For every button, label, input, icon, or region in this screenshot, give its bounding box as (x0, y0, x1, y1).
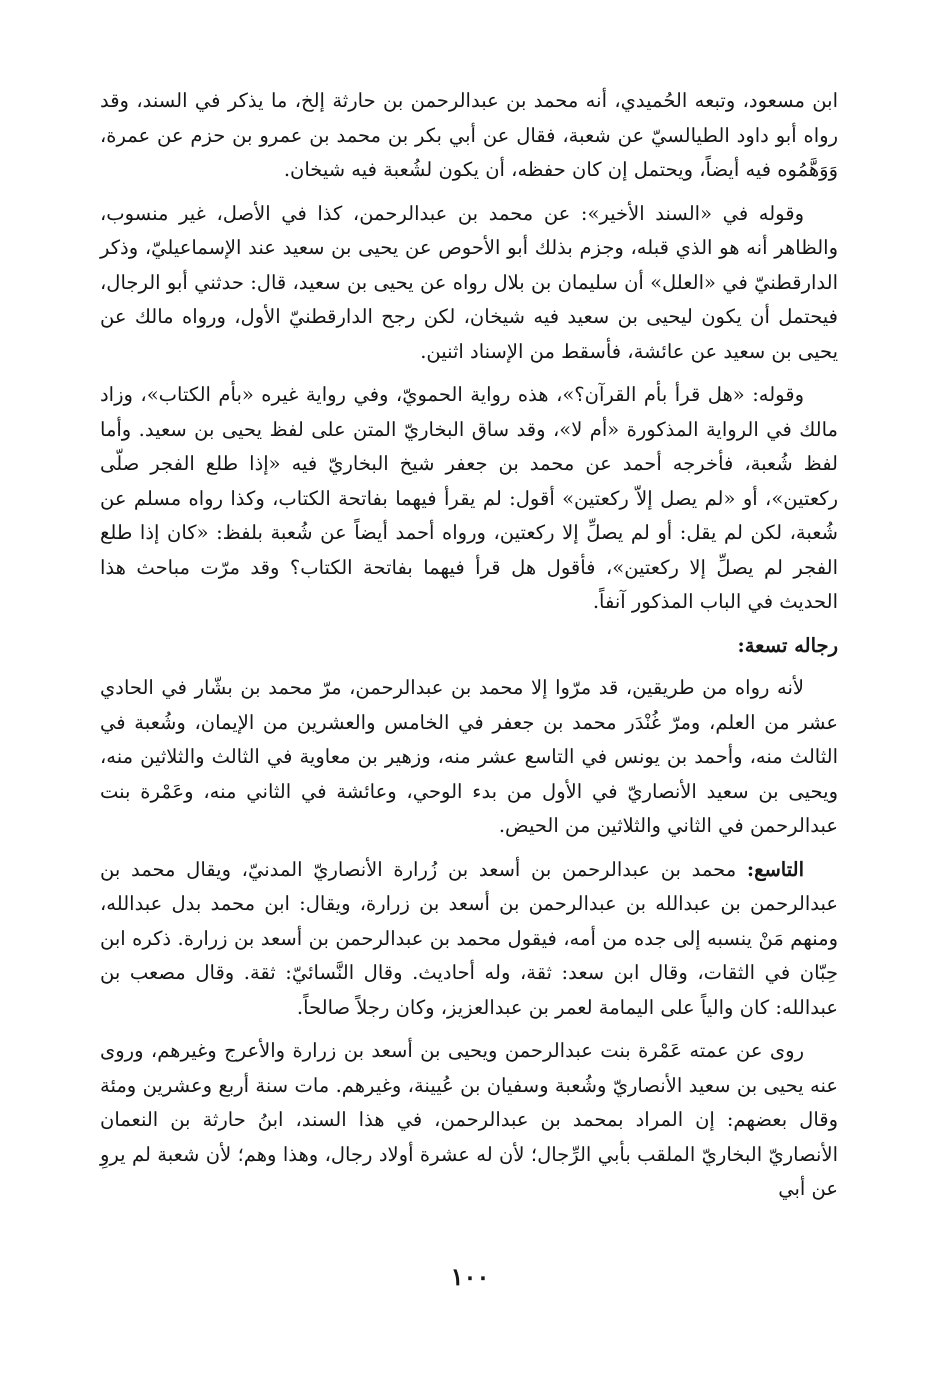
paragraph-5-text: محمد بن عبدالرحمن بن أسعد بن زُرارة الأنصاريّ المدنيّ، ويقال محمد بن عبدالرحمن بن عبدالله بن عبدالرحمن بن أسعد بن زرارة، ويقال: ابن محمد بدل عبدالله، ومنهم مَنْ ينسبه إلى جده من أمه، فيقول محمد بن عبدالرحمن بن أسعد بن زرارة. ذكره ابن حِبّان في الثقات، وقال ابن سعد: ثقة، وله أحاديث. وقال النَّسائيّ: ثقة. وقال مصعب بن عبدالله: كان والياً على اليمامة لعمر بن عبدالعزيز، وكان رجلاً صالحاً. (100, 857, 838, 1019)
paragraph-5 (100, 853, 838, 1026)
page-body (100, 84, 838, 1216)
paragraph-1: ابن مسعود، وتبعه الحُميدي، أنه محمد بن عبدالرحمن بن حارثة إلخ، ما يذكر في السند، وقد رواه أبو داود الطيالسيّ عن شعبة، فقال عن أبي بكر بن محمد بن عمرو بن حزم عن عمرة، وَوَهَّمُوه فيه أيضاً، ويحتمل إن كان حفظه، أن يكون لشُعبة فيه شيخان. (100, 89, 838, 181)
paragraph-5-lead: التاسع: (746, 857, 804, 881)
paragraph-3: وقوله: «هل قرأ بأم القرآن؟»، هذه رواية الحمويّ، وفي رواية غيره «بأم الكتاب»، وزاد مالك في الرواية المذكورة «أم لا»، وقد ساق البخاريّ المتن على لفظ يحيى بن سعيد. وأما لفظ شُعبة، فأخرجه أحمد عن محمد بن جعفر شيخ البخاريّ فيه «إذا طلع الفجر صلّى ركعتين»، أو «لم يصل إلاّ ركعتين» أقول: لم يقرأ فيهما بفاتحة الكتاب، وكذا رواه مسلم عن شُعبة، لكن لم يقل: أو لم يصلِّ إلا ركعتين، ورواه أحمد أيضاً عن شُعبة بلفظ: «كان إذا طلع الفجر لم يصلِّ إلا ركعتين»، فأقول هل قرأ فيهما بفاتحة الكتاب؟ وقد مرّت مباحث هذا الحديث في الباب المذكور آنفاً. (100, 383, 838, 613)
paragraph-4: لأنه رواه من طريقين، قد مرّوا إلا محمد بن عبدالرحمن، مرّ محمد بن بشّار في الحادي عشر من العلم، ومرّ غُنْدَر محمد بن جعفر في الخامس والعشرين من الإيمان، وشُعبة في الثالث منه، وأحمد بن يونس في التاسع عشر منه، وزهير بن معاوية في الثالث والثلاثين منه، ويحيى بن سعيد الأنصاريّ في الأول من بدء الوحي، وعائشة في الثاني منه، وعَمْرة بنت عبدالرحمن في الثاني والثلاثين من الحيض. (100, 676, 838, 837)
scan-speck (812, 40, 826, 42)
paragraph-6: روى عن عمته عَمْرة بنت عبدالرحمن ويحيى بن أسعد بن زرارة والأعرج وغيرهم، وروى عنه يحيى بن سعيد الأنصاريّ وشُعبة وسفيان بن عُيينة، وغيرهم. مات سنة أربع وعشرين ومئة وقال بعضهم: إن المراد بمحمد بن عبدالرحمن، في هذا السند، ابنُ حارثة بن النعمان الأنصاريّ البخاريّ الملقب بأبي الرِّجال؛ لأن له عشرة أولاد رجال، وهذا وهم؛ لأن شعبة لم يروِ عن أبي (100, 1039, 838, 1200)
page-number: ١٠٠ (450, 1262, 490, 1291)
paragraph-2: وقوله في «السند الأخير»: عن محمد بن عبدالرحمن، كذا في الأصل، غير منسوب، والظاهر أنه هو الذي قبله، وجزم بذلك أبو الأحوص عن يحيى بن سعيد عند الإسماعيليّ، وذكر الدارقطنيّ في «العلل» أن سليمان بن بلال رواه عن يحيى بن سعيد، قال: حدثني أبو الرجال، فيحتمل أن يكون ليحيى بن سعيد فيه شيخان، لكن رجح الدارقطنيّ الأول، ورواه مالك عن يحيى بن سعيد عن عائشة، فأسقط من الإسناد اثنين. (100, 201, 838, 363)
section-heading: رجاله تسعة: (737, 633, 838, 657)
